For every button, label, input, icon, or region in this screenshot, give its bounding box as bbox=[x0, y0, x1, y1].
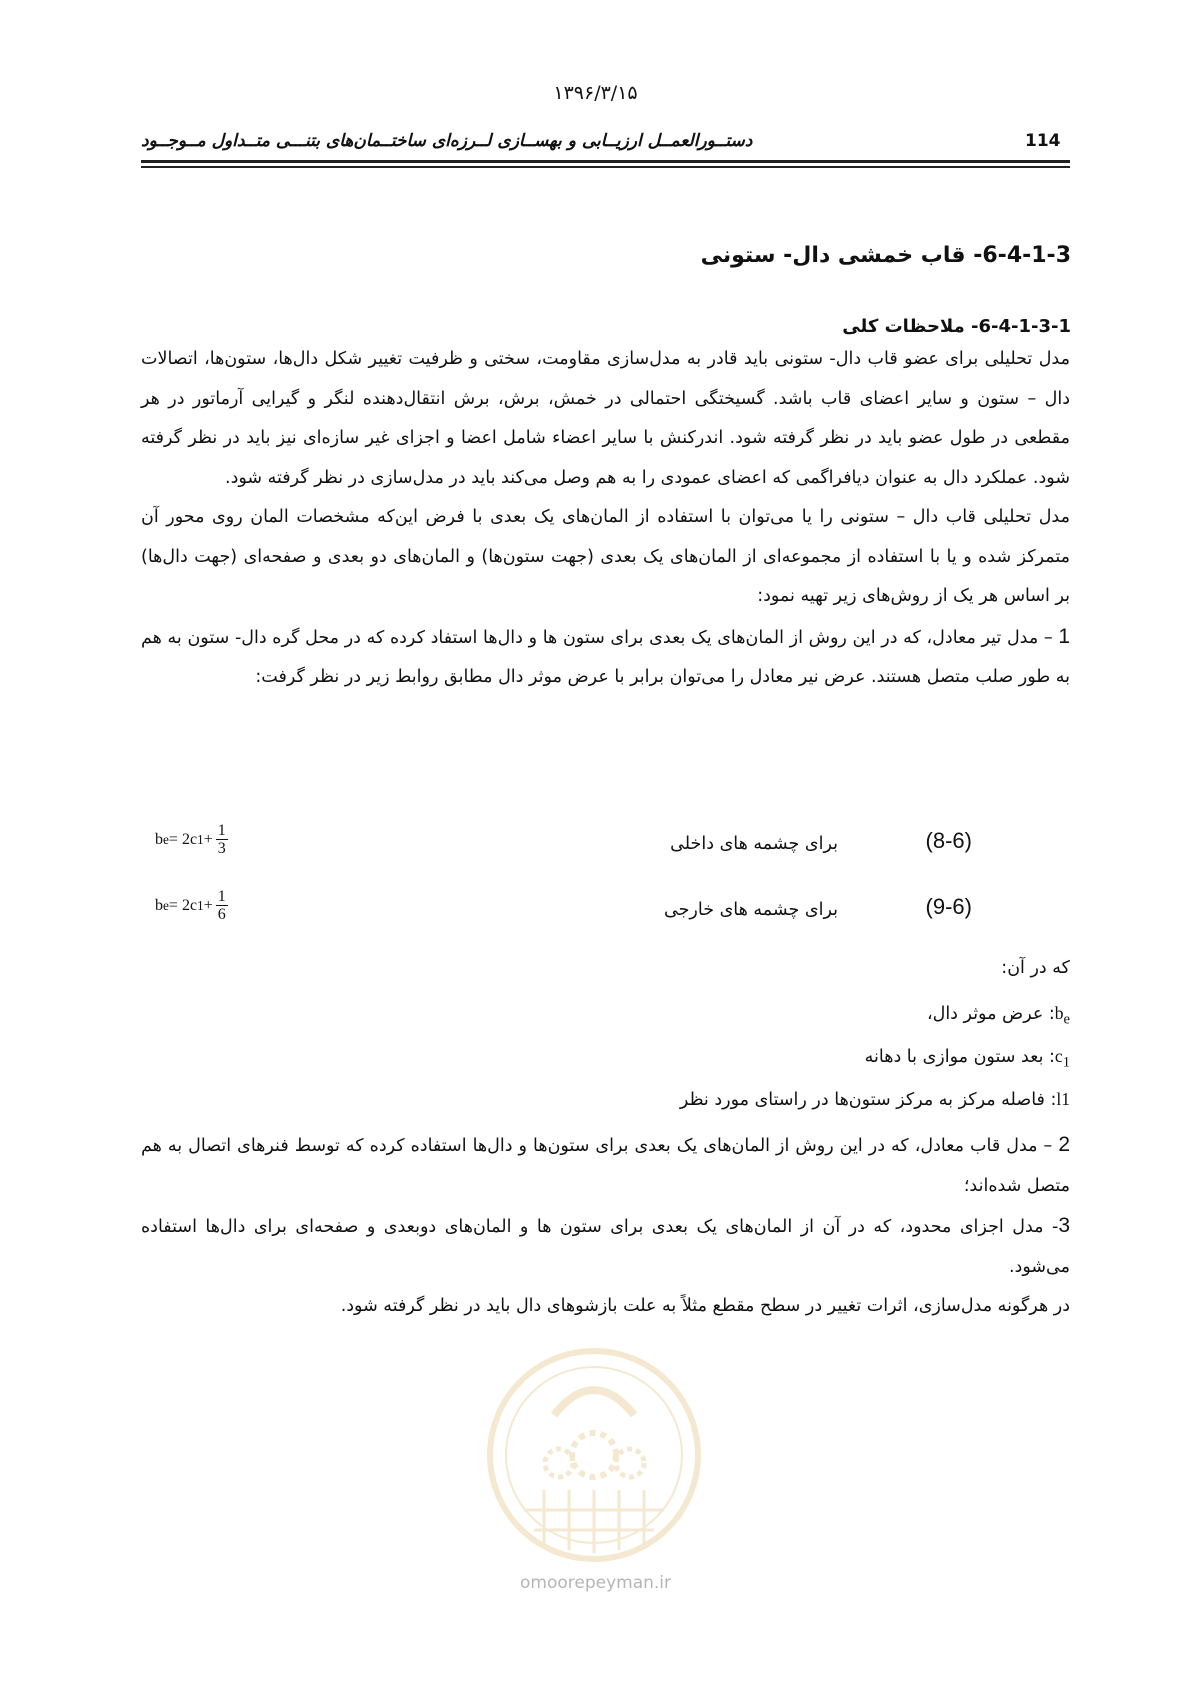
symbol-be: $b_e$ bbox=[1054, 1003, 1070, 1028]
fraction-numerator: 1 bbox=[217, 888, 226, 905]
formula-term: = 2c bbox=[168, 896, 198, 914]
formula-subscript: 1 bbox=[197, 897, 204, 913]
header-date: ۱۳۹۶/۳/۱۵ bbox=[553, 82, 638, 104]
method-number: 3 bbox=[1058, 1214, 1070, 1237]
definition-text: : فاصله مرکز به مرکز ستون‌ها در راستای مورد نظر bbox=[679, 1090, 1057, 1110]
equation-formula bbox=[155, 822, 228, 857]
method-finite-element bbox=[141, 1206, 1070, 1287]
method-text: – مدل قاب معادل، که در این روش از المان‌های یک بعدی برای ستون‌ها و دال‌ها استفاده کرده که توسط فنرهای اتصال به هم متصل شده‌اند؛ bbox=[141, 1136, 1070, 1196]
running-header-title: دستــورالعمــل ارزیــابی و بهســازی لــرزه‌ای ساختــمان‌های بتنـــی متــداول مــوجــود bbox=[141, 131, 753, 151]
method-number: 2 bbox=[1058, 1133, 1070, 1156]
fraction-denominator: 6 bbox=[217, 906, 226, 923]
paragraph-general: مدل تحلیلی برای عضو قاب دال- ستونی باید قادر به مدل‌سازی مقاومت، سختی و ظرفیت تغییر شکل دال‌ها، ستون‌ها، اتصالات دال – ستون و سایر اعضای قاب باشد. گسیختگی احتمالی در خمش، برش، برش انتقال‌دهنده لنگر و گیرایی آرماتور در هر مقطعی در طول عضو باید در نظر گرفته شود. اندرکنش با سایر اعضاء شامل اعضا و اجزای غیر سازه‌ای نیز باید در نظر گرفته شود. عملکرد دال به عنوان دیافراگمی که اعضای عمودی را به هم وصل می‌کند باید در مدل‌سازی در نظر گرفته شود. bbox=[141, 349, 1070, 488]
equation-row bbox=[141, 888, 1070, 938]
equation-number: (9-6) bbox=[925, 894, 972, 919]
body-paragraphs bbox=[141, 340, 1070, 698]
fraction-denominator: 3 bbox=[217, 840, 226, 857]
header-rule-thin bbox=[141, 166, 1070, 168]
formula-fraction bbox=[216, 822, 228, 857]
formula-subscript: e bbox=[163, 897, 169, 913]
header-rule-thick bbox=[141, 160, 1070, 163]
definition-c1 bbox=[865, 1046, 1070, 1072]
fraction-numerator: 1 bbox=[217, 822, 226, 839]
equation-number: (8-6) bbox=[925, 828, 972, 853]
formula-subscript: 1 bbox=[197, 831, 204, 847]
definitions-intro: که در آن: bbox=[1001, 958, 1070, 978]
formula-operator: + bbox=[203, 896, 213, 914]
formula-operator: + bbox=[203, 830, 213, 848]
equation-label: برای چشمه های داخلی bbox=[670, 834, 838, 854]
method-number: 1 bbox=[1058, 624, 1070, 648]
equation-formula bbox=[155, 888, 228, 923]
symbol-c1: $c_1$ bbox=[1054, 1046, 1070, 1071]
definition-be bbox=[927, 1003, 1070, 1029]
formula-symbol: b bbox=[155, 896, 163, 914]
paragraph-modeling-methods: مدل تحلیلی قاب دال – ستونی را یا می‌توان با استفاده از المان‌های یک بعدی با فرض این‌که مشخصات المان روی محور آن متمرکز شده و یا با استفاده از مجموعه‌ای از المان‌های یک بعدی (جهت ستون‌ها) و المان‌های دو بعدی و صفحه‌ای (جهت دال‌ها) بر اساس هر یک از روش‌های زیر تهیه نمود: bbox=[141, 507, 1070, 606]
method-equivalent-frame bbox=[141, 1125, 1070, 1206]
definition-text: : عرض موثر دال، bbox=[926, 1004, 1055, 1024]
section-heading: 6-4-1-3- قاب خمشی دال- ستونی bbox=[700, 243, 1071, 268]
formula-symbol: b bbox=[155, 830, 163, 848]
method-text: – مدل تیر معادل، که در این روش از المان‌های یک بعدی برای ستون ها و دال‌ها استفاد کرده که در محل گره دال- ستون به هم به طور صلب متصل هستند. عرض نیر معادل را می‌توان برابر با عرض موثر دال مطابق روابط زیر در نظر گرفت: bbox=[141, 627, 1070, 687]
method-text: - مدل اجزای محدود، که در آن از المان‌های یک بعدی برای ستون ها و المان‌های دوبعدی و صفحه‌ای برای دال‌ها استفاده می‌شود. bbox=[141, 1217, 1070, 1277]
equation-label: برای چشمه های خارجی bbox=[664, 900, 838, 920]
watermark-text: omoorepeyman.ir bbox=[519, 1573, 672, 1593]
watermark-seal-icon bbox=[484, 1345, 704, 1565]
formula-subscript: e bbox=[163, 831, 169, 847]
subsection-heading: 6-4-1-3-1- ملاحظات کلی bbox=[842, 316, 1071, 337]
symbol-l1: l1 bbox=[1056, 1089, 1070, 1109]
paragraph-closing: در هرگونه مدل‌سازی، اثرات تغییر در سطح مقطع مثلاً به علت بازشوهای دال باید در نظر گرفته شود. bbox=[340, 1296, 1070, 1316]
definition-l1 bbox=[680, 1089, 1070, 1110]
equation-row bbox=[141, 822, 1070, 872]
definition-text: : بعد ستون موازی با دهانه bbox=[864, 1047, 1055, 1067]
formula-fraction bbox=[216, 888, 228, 923]
page-number: 114 bbox=[1025, 131, 1061, 151]
methods-list bbox=[141, 1125, 1070, 1327]
formula-term: = 2c bbox=[168, 830, 198, 848]
paragraph-equivalent-beam bbox=[141, 617, 1070, 698]
